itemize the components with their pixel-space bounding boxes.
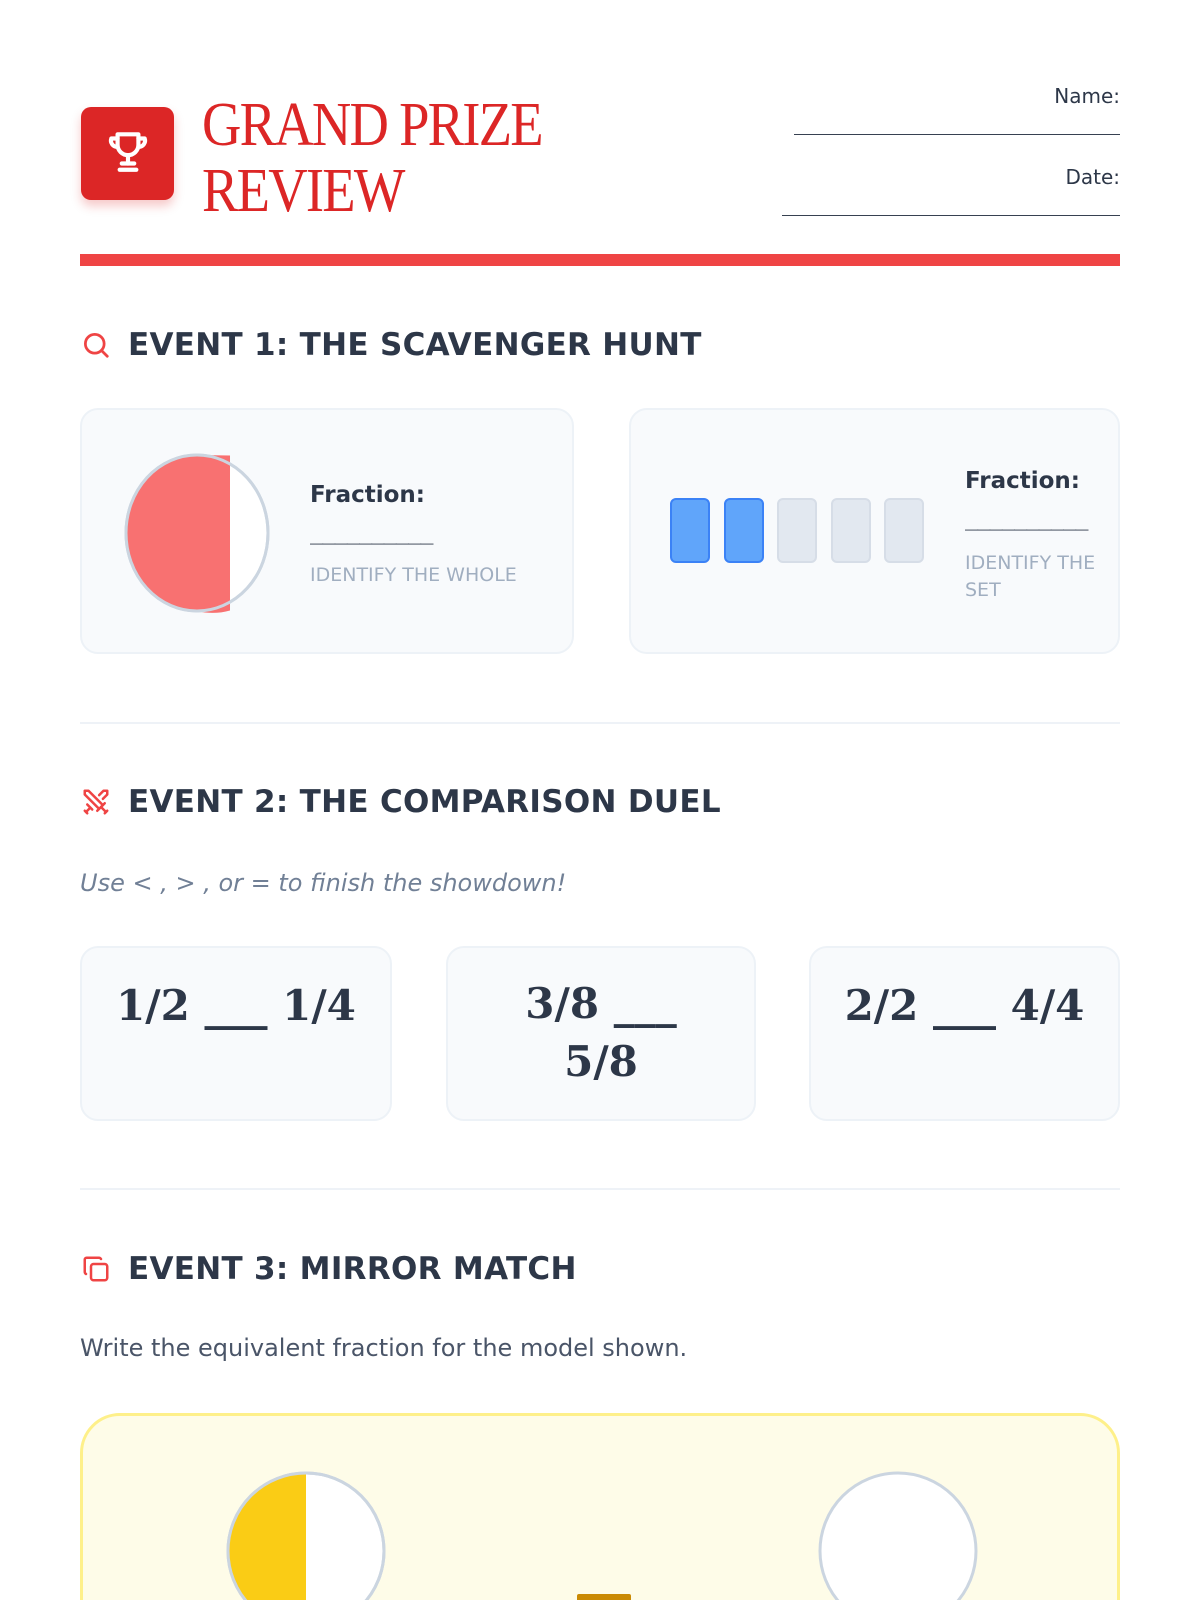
- fraction-hint-line-2: SET: [965, 579, 1001, 601]
- name-field[interactable]: [794, 134, 1120, 135]
- comparison-card: [809, 946, 1120, 1121]
- fraction-hint: IDENTIFY THE WHOLE: [310, 564, 517, 586]
- comparison-expression-line-2: 5/8: [564, 1037, 638, 1086]
- set-item-shaded: [724, 498, 764, 563]
- event3-title: EVENT 3: MIRROR MATCH: [128, 1251, 577, 1287]
- logo-badge: [81, 107, 174, 200]
- event1-heading: [80, 327, 702, 363]
- mirror-answer-circle[interactable]: [817, 1470, 979, 1600]
- fraction-hint: [965, 550, 1095, 604]
- event2-instruction: Use < , > , or = to finish the showdown!: [80, 869, 567, 897]
- header-rule: [80, 254, 1120, 266]
- comparison-card: [80, 946, 392, 1121]
- trophy-icon: [103, 126, 153, 181]
- fraction-label: Fraction:: [310, 482, 425, 508]
- arrow-icon: [577, 1594, 631, 1600]
- fraction-answer-blank[interactable]: __________: [310, 520, 433, 545]
- set-item-unshaded: [831, 498, 871, 563]
- fraction-answer-blank[interactable]: __________: [965, 506, 1088, 531]
- set-item-unshaded: [777, 498, 817, 563]
- page-title: [202, 92, 572, 224]
- date-label: Date:: [1065, 165, 1120, 189]
- fraction-hint-line-1: IDENTIFY THE: [965, 552, 1096, 574]
- fraction-label: Fraction:: [965, 468, 1080, 494]
- title-line-2: REVIEW: [202, 157, 404, 225]
- mirror-model-circle: [225, 1470, 387, 1600]
- event2-heading: [80, 784, 721, 820]
- copy-icon: [80, 1253, 112, 1285]
- mirror-match-panel: [80, 1413, 1120, 1600]
- section-divider: [80, 1188, 1120, 1190]
- event2-title: EVENT 2: THE COMPARISON DUEL: [128, 784, 721, 820]
- section-divider: [80, 722, 1120, 724]
- comparison-expression[interactable]: 2/2 ___ 4/4: [844, 981, 1085, 1030]
- comparison-expression[interactable]: 3/8 ___: [525, 979, 677, 1028]
- swords-icon: [80, 786, 112, 818]
- comparison-card: [446, 946, 756, 1121]
- comparison-expression[interactable]: 1/2 ___ 1/4: [116, 981, 356, 1030]
- event3-instruction: Write the equivalent fraction for the model shown.: [80, 1334, 688, 1362]
- name-label: Name:: [1054, 84, 1120, 108]
- pie-model: [124, 452, 270, 614]
- search-icon: [80, 329, 112, 361]
- event1-title: EVENT 1: THE SCAVENGER HUNT: [128, 327, 702, 363]
- fraction-card-whole: [80, 408, 574, 654]
- date-field[interactable]: [782, 215, 1120, 216]
- title-line-1: GRAND PRIZE: [202, 91, 542, 159]
- event3-heading: [80, 1251, 577, 1287]
- set-item-shaded: [670, 498, 710, 563]
- set-item-unshaded: [884, 498, 924, 563]
